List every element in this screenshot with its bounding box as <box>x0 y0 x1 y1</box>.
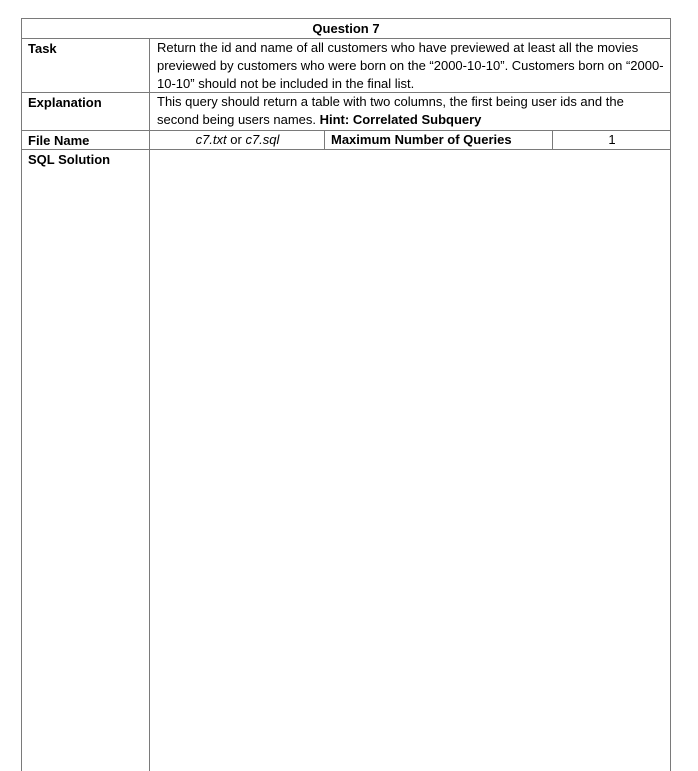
file-name-or: or <box>226 132 246 147</box>
task-label: Task <box>22 39 150 92</box>
explanation-hint: Hint: Correlated Subquery <box>319 112 482 127</box>
task-text: Return the id and name of all customers who have previewed at least all the movies previewed by customers who were born on the “2000-10-10”. Customers born on “2000-10-10” should not be included in the final list. <box>157 40 664 91</box>
explanation-text: This query should return a table with two columns, the first being user ids and the second being users names. <box>157 94 624 127</box>
file-name-value <box>151 131 325 149</box>
question-title: Question 7 <box>22 19 670 39</box>
max-queries-value: 1 <box>608 132 616 147</box>
file-name-txt: c7.txt <box>195 132 227 147</box>
file-name-label: File Name <box>22 131 150 149</box>
sql-solution-row <box>22 150 670 771</box>
explanation-content <box>157 93 665 129</box>
file-row <box>22 131 670 150</box>
file-name-sql: c7.sql <box>245 132 280 147</box>
explanation-row <box>22 93 670 131</box>
sql-solution-label: SQL Solution <box>22 150 150 771</box>
explanation-label: Explanation <box>22 93 150 130</box>
question-table <box>21 18 671 771</box>
max-queries-label: Maximum Number of Queries <box>325 131 553 149</box>
sql-solution-area[interactable] <box>151 150 670 771</box>
task-row <box>22 39 670 93</box>
